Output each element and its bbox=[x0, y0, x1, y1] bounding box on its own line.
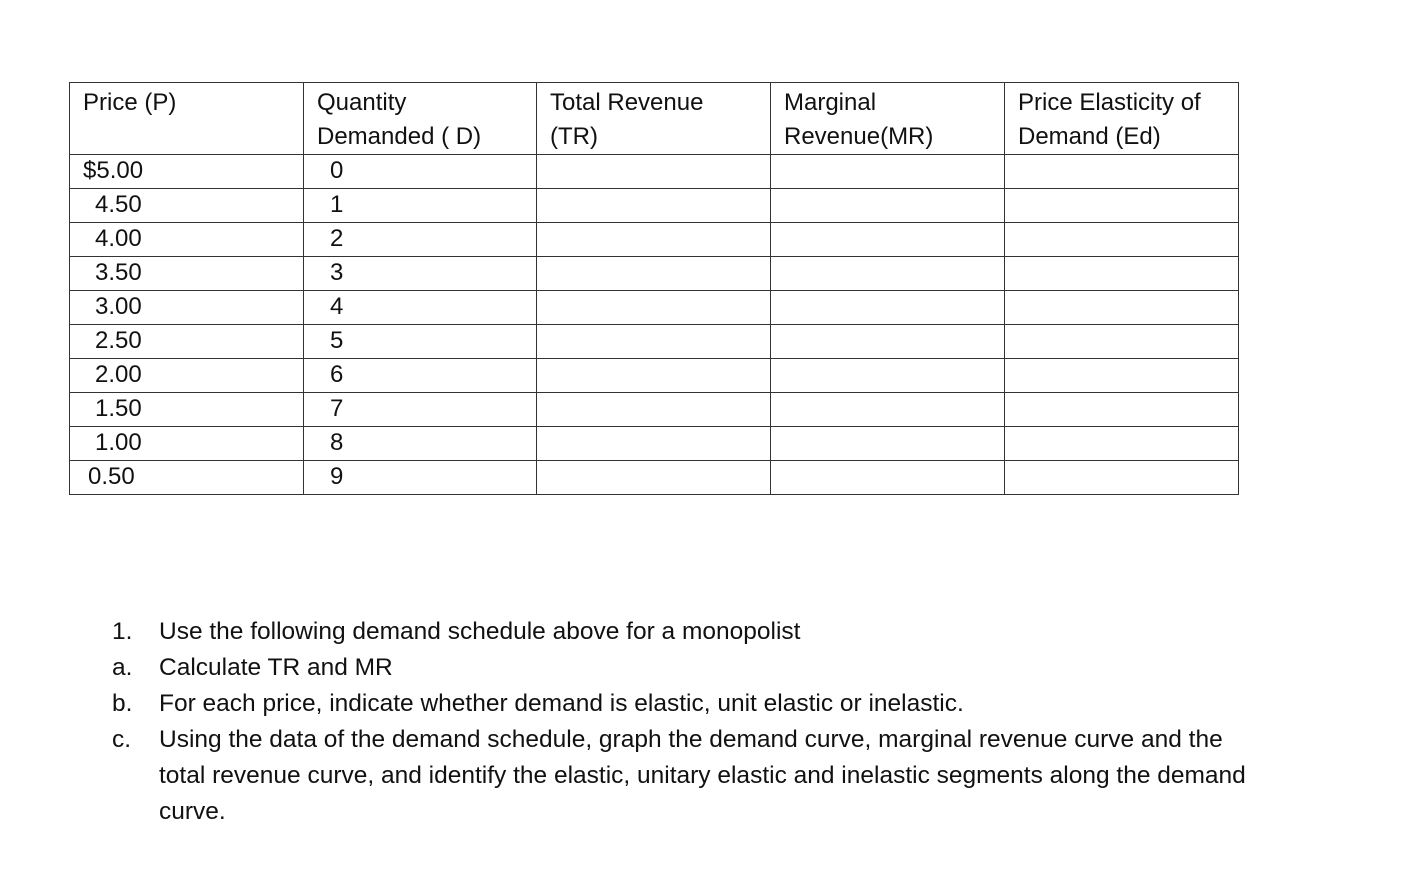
instruction-text: Using the data of the demand schedule, graph the demand curve, marginal revenue curve and the total revenue curve, and identify the elastic, unitary elastic and inelastic segments along the demand curve. bbox=[159, 726, 1246, 825]
tr-cell bbox=[537, 155, 771, 189]
instruction-text: Use the following demand schedule above for a monopolist bbox=[159, 618, 801, 645]
table-row bbox=[70, 189, 1239, 223]
ed-cell bbox=[1005, 359, 1239, 393]
table-header-row bbox=[70, 83, 1239, 155]
header-total-revenue bbox=[537, 83, 771, 155]
instruction-text: Calculate TR and MR bbox=[159, 654, 393, 681]
tr-cell bbox=[537, 427, 771, 461]
price-cell: 3.00 bbox=[70, 291, 304, 325]
price-cell: 4.50 bbox=[70, 189, 304, 223]
mr-cell bbox=[771, 359, 1005, 393]
table-row bbox=[70, 427, 1239, 461]
instruction-item bbox=[112, 614, 1252, 650]
price-cell: 1.00 bbox=[70, 427, 304, 461]
header-tr-line-2: (TR) bbox=[550, 123, 598, 150]
header-price-line-1: Price (P) bbox=[83, 89, 177, 116]
table-row bbox=[70, 257, 1239, 291]
price-cell: 2.50 bbox=[70, 325, 304, 359]
ed-cell bbox=[1005, 189, 1239, 223]
instruction-text: For each price, indicate whether demand is elastic, unit elastic or inelastic. bbox=[159, 690, 964, 717]
price-cell: 1.50 bbox=[70, 393, 304, 427]
table-row bbox=[70, 325, 1239, 359]
header-ed-line-2: Demand (Ed) bbox=[1018, 123, 1161, 150]
ed-cell bbox=[1005, 223, 1239, 257]
mr-cell bbox=[771, 189, 1005, 223]
mr-cell bbox=[771, 325, 1005, 359]
instructions-list bbox=[112, 614, 1252, 830]
quantity-cell: 9 bbox=[304, 461, 537, 495]
quantity-cell: 3 bbox=[304, 257, 537, 291]
quantity-cell: 2 bbox=[304, 223, 537, 257]
quantity-cell: 0 bbox=[304, 155, 537, 189]
mr-cell bbox=[771, 257, 1005, 291]
header-quantity-line-2: Demanded ( D) bbox=[317, 123, 482, 150]
header-marginal-revenue bbox=[771, 83, 1005, 155]
price-cell: 3.50 bbox=[70, 257, 304, 291]
instruction-item bbox=[112, 722, 1252, 830]
ed-cell bbox=[1005, 325, 1239, 359]
mr-cell bbox=[771, 155, 1005, 189]
tr-cell bbox=[537, 325, 771, 359]
price-cell: 2.00 bbox=[70, 359, 304, 393]
tr-cell bbox=[537, 223, 771, 257]
tr-cell bbox=[537, 461, 771, 495]
price-cell: $5.00 bbox=[70, 155, 304, 189]
instruction-item bbox=[112, 686, 1252, 722]
header-price bbox=[70, 83, 304, 155]
price-cell: 0.50 bbox=[70, 461, 304, 495]
quantity-cell: 5 bbox=[304, 325, 537, 359]
header-mr-line-1: Marginal bbox=[784, 89, 877, 116]
header-ed-line-1: Price Elasticity of bbox=[1018, 89, 1201, 116]
header-elasticity bbox=[1005, 83, 1239, 155]
mr-cell bbox=[771, 223, 1005, 257]
quantity-cell: 7 bbox=[304, 393, 537, 427]
header-quantity-line-1: Quantity bbox=[317, 89, 407, 116]
header-tr-line-1: Total Revenue bbox=[550, 89, 704, 116]
header-quantity bbox=[304, 83, 537, 155]
tr-cell bbox=[537, 257, 771, 291]
ed-cell bbox=[1005, 393, 1239, 427]
mr-cell bbox=[771, 291, 1005, 325]
tr-cell bbox=[537, 189, 771, 223]
header-mr-line-2: Revenue(MR) bbox=[784, 123, 934, 150]
table-row bbox=[70, 155, 1239, 189]
quantity-cell: 4 bbox=[304, 291, 537, 325]
mr-cell bbox=[771, 427, 1005, 461]
quantity-cell: 8 bbox=[304, 427, 537, 461]
table-row bbox=[70, 291, 1239, 325]
instruction-marker: a. bbox=[112, 654, 133, 681]
ed-cell bbox=[1005, 257, 1239, 291]
tr-cell bbox=[537, 291, 771, 325]
tr-cell bbox=[537, 359, 771, 393]
table-row bbox=[70, 359, 1239, 393]
table-row bbox=[70, 393, 1239, 427]
price-cell: 4.00 bbox=[70, 223, 304, 257]
ed-cell bbox=[1005, 461, 1239, 495]
ed-cell bbox=[1005, 155, 1239, 189]
quantity-cell: 6 bbox=[304, 359, 537, 393]
instruction-marker: c. bbox=[112, 726, 132, 753]
tr-cell bbox=[537, 393, 771, 427]
instruction-item bbox=[112, 650, 1252, 686]
demand-schedule-table bbox=[69, 82, 1239, 495]
ed-cell bbox=[1005, 291, 1239, 325]
mr-cell bbox=[771, 461, 1005, 495]
instruction-marker: 1. bbox=[112, 618, 133, 645]
quantity-cell: 1 bbox=[304, 189, 537, 223]
mr-cell bbox=[771, 393, 1005, 427]
ed-cell bbox=[1005, 427, 1239, 461]
table-row bbox=[70, 461, 1239, 495]
table-row bbox=[70, 223, 1239, 257]
instruction-marker: b. bbox=[112, 690, 133, 717]
